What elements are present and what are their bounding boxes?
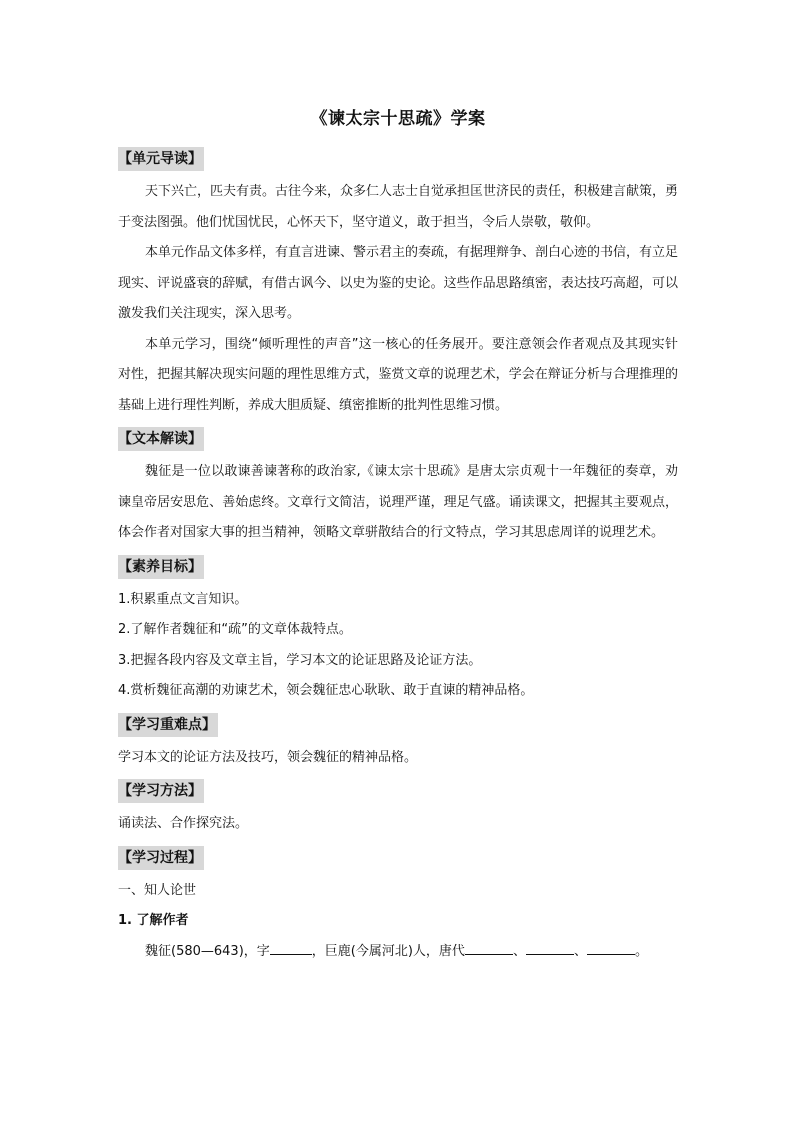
line-end: 。 [634,943,648,959]
section-heading: 【学习方法】 [118,779,204,803]
paragraph: 本单元作品文体多样，有直言进谏、警示君主的奏疏，有据理辩争、剖白心迹的书信，有立足现实、评说盛衰的辞赋，有借古讽今、以史为鉴的史论。这些作品思路缜密，表达技巧高超，可以激发我们关注现实，深入思考。 [118,245,679,321]
separator: 、 [573,943,587,959]
section-methods [118,775,678,840]
sub-heading: 1. 了解作者 [118,913,189,928]
paragraph: 天下兴亡，匹夫有责。古往今来，众多仁人志士自觉承担匡世济民的责任，积极建言献策，勇于变法图强。他们忧国忧民，心怀天下，坚守道义，敢于担当，令后人崇敬，敬仰。 [118,184,679,230]
key-points-text: 学习本文的论证方法及技巧，领会魏征的精神品格。 [118,749,418,765]
section-heading: 【学习重难点】 [118,713,218,737]
list-item: 2.了解作者魏征和“疏”的文章体裁特点。 [118,622,352,637]
separator: 、 [512,943,526,959]
list-item: 1.积累重点文言知识。 [118,591,248,607]
part-heading: 一、知人论世 [118,882,197,898]
author-text: 魏征(580—643)，字 [145,943,270,959]
section-heading: 【素养目标】 [118,555,204,579]
section-process [118,842,678,968]
section-key-points [118,709,678,774]
author-fill-line [118,937,678,968]
paragraph: 魏征是一位以敢谏善谏著称的政治家,《谏太宗十思疏》是唐太宗贞观十一年魏征的奏章，劝谏皇帝居安思危、善始虑终。文章行文简洁，说理严谨，理足气盛。诵读课文，把握其主要观点，体会作者对国家大事的担当精神，领略文章骈散结合的行文特点，学习其思虑周详的说理艺术。 [118,464,678,540]
fill-blank[interactable] [526,940,574,955]
paragraph: 本单元学习，围绕“倾听理性的声音”这一核心的任务展开。要注意领会作者观点及其现实针对性，把握其解决现实问题的理性思维方式，鉴赏文章的说理艺术，学会在辩证分析与合理推理的基础上进行理性判断，养成大胆质疑、缜密推断的批判性思维习惯。 [118,336,678,413]
methods-text: 诵读法、合作探究法。 [118,816,249,831]
section-unit-intro [118,143,678,421]
fill-blank[interactable] [465,940,513,955]
page-title: 《谏太宗十思疏》学案 [310,109,486,129]
section-heading: 【学习过程】 [118,846,204,870]
section-heading: 【单元导读】 [118,147,204,171]
list-item: 3.把握各段内容及文章主旨，学习本文的论证思路及论证方法。 [118,652,482,668]
fill-blank[interactable] [587,940,635,955]
section-text-reading [118,423,678,549]
list-item: 4.赏析魏征高潮的劝谏艺术，领会魏征忠心耿耿、敢于直谏的精神品格。 [118,683,534,698]
section-goals [118,551,678,707]
author-text: ，巨鹿(今属河北)人，唐代 [311,943,465,959]
section-heading: 【文本解读】 [118,427,204,451]
fill-blank[interactable] [270,940,312,955]
